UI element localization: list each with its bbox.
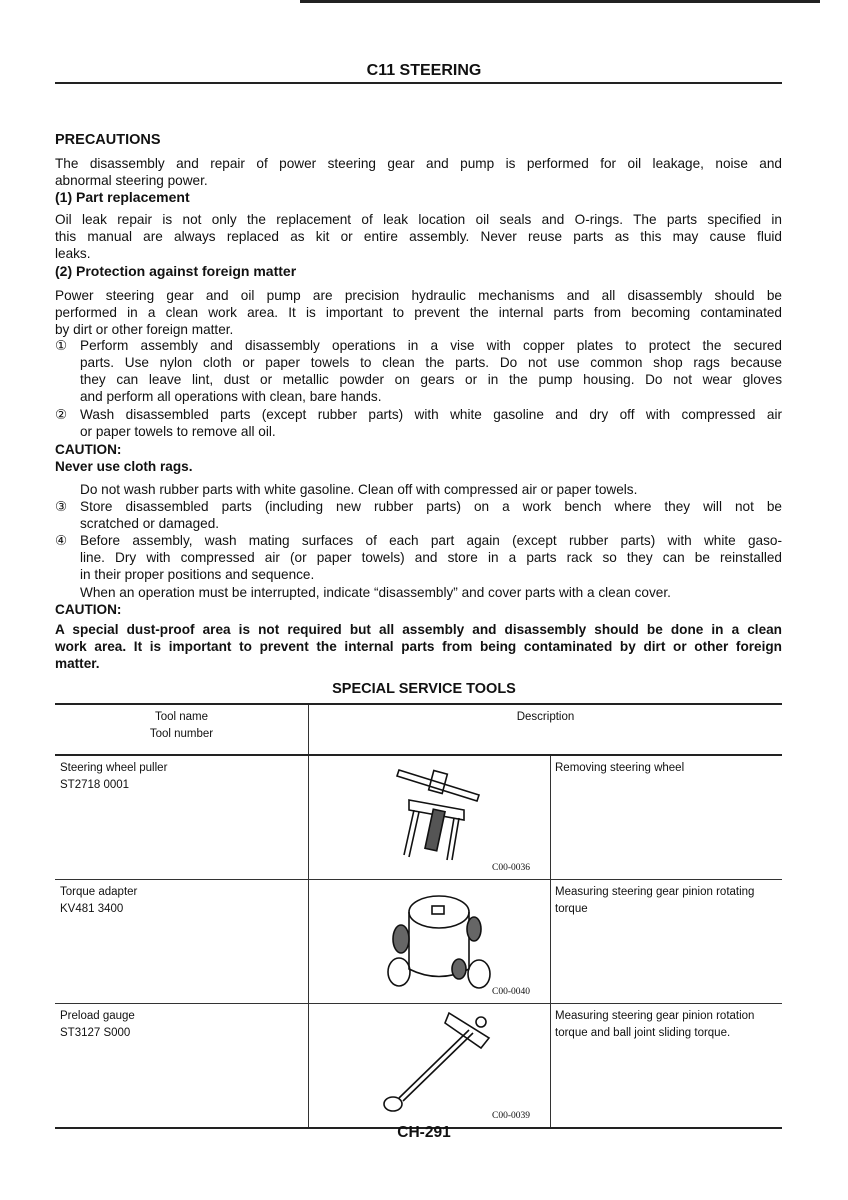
text-line: Wash disassembled parts (except rubber parts) with white gasoline and dry off with compressed air — [80, 407, 782, 422]
text-line: by dirt or other foreign matter. — [55, 322, 234, 337]
tool-figure-preload-gauge — [309, 1004, 551, 1129]
tool-description: Removing steering wheel — [551, 755, 783, 880]
page-title: C11 STEERING — [366, 62, 482, 79]
caution-label: CAUTION: — [55, 602, 122, 617]
page-number: CH-291 — [397, 1124, 451, 1141]
text-line: they can leave lint, dust or metallic powder on gears or in the pump housing. Do not wear gloves — [80, 372, 782, 387]
table-row — [55, 1004, 782, 1129]
text-line: line. Dry with compressed air (or paper towels) and store in a parts rack so they can be reinstalled — [80, 550, 782, 565]
text-line: abnormal steering power. — [55, 173, 208, 188]
tool-number: ST2718 0001 — [60, 779, 130, 791]
tool-figure-steering-wheel-puller — [309, 755, 551, 880]
text-line: matter. — [55, 656, 100, 671]
column-header-tool-number: Tool number — [149, 728, 214, 740]
list-item-3 — [55, 498, 782, 532]
protection-paragraph — [55, 287, 782, 338]
part-replacement-paragraph — [55, 211, 782, 262]
item-number: ① — [55, 338, 68, 353]
text-line: parts. Use nylon cloth or paper towels to clean the parts. Do not use common shop rags because — [80, 355, 782, 370]
text-line: scratched or damaged. — [80, 516, 220, 531]
list-item-2 — [55, 406, 782, 440]
text-line: Power steering gear and oil pump are precision hydraulic mechanisms and all disassembly should be — [55, 288, 782, 303]
note-interruption: When an operation must be interrupted, indicate “disassembly” and cover parts with a clean cover. — [80, 585, 671, 600]
tool-number: ST3127 S000 — [60, 1027, 131, 1039]
tool-description: Measuring steering gear pinion rotating torque — [551, 880, 783, 1004]
text-line: Perform assembly and disassembly operations in a vise with copper plates to protect the secured — [80, 338, 782, 353]
table-row — [55, 880, 782, 1004]
caution-text: Never use cloth rags. — [55, 459, 193, 474]
preload-gauge-illustration — [369, 1008, 509, 1113]
protection-heading: (2) Protection against foreign matter — [55, 263, 297, 279]
intro-paragraph — [55, 155, 782, 189]
torque-adapter-illustration — [369, 884, 509, 989]
text-line: The disassembly and repair of power steering gear and pump is performed for oil leakage, noise and — [55, 156, 782, 171]
item-number: ③ — [55, 499, 68, 514]
text-line: leaks. — [55, 246, 91, 261]
text-line: Oil leak repair is not only the replacement of leak location oil seals and O-rings. The parts specified in — [55, 212, 782, 227]
steering-wheel-puller-illustration — [369, 760, 509, 865]
tools-heading: SPECIAL SERVICE TOOLS — [332, 681, 516, 697]
part-replacement-heading: (1) Part replacement — [55, 189, 190, 205]
column-header-description: Description — [309, 704, 783, 755]
list-item-1 — [55, 337, 782, 405]
item-number: ② — [55, 407, 68, 422]
text-line: work area. It is important to prevent the internal parts from being contaminated by dirt or other foreign — [55, 639, 782, 654]
note-rubber-parts: Do not wash rubber parts with white gasoline. Clean off with compressed air or paper towels. — [80, 482, 638, 497]
text-line: Store disassembled parts (including new rubber parts) on a work bench where they will not be — [80, 499, 782, 514]
text-line: performed in a clean work area. It is important to prevent the internal parts from becoming contaminated — [55, 305, 782, 320]
tool-figure-torque-adapter — [309, 880, 551, 1004]
tool-name: Steering wheel puller — [60, 762, 168, 774]
tool-name: Preload gauge — [60, 1010, 135, 1022]
caution-paragraph — [55, 621, 782, 672]
text-line: and perform all operations with clean, bare hands. — [80, 389, 382, 404]
text-line: this manual are always replaced as kit or entire assembly. Never reuse parts as this may cause fluid — [55, 229, 782, 244]
list-item-4 — [55, 532, 782, 583]
text-line: or paper towels to remove all oil. — [80, 424, 276, 439]
title-rule — [55, 82, 782, 84]
special-service-tools-table — [55, 703, 782, 1129]
figure-code: C00-0040 — [492, 987, 530, 997]
column-header-tool-name: Tool name — [154, 711, 209, 723]
tool-number: KV481 3400 — [60, 903, 124, 915]
text-line: in their proper positions and sequence. — [80, 567, 315, 582]
item-number: ④ — [55, 533, 68, 548]
caution-label: CAUTION: — [55, 442, 122, 457]
tool-name: Torque adapter — [60, 886, 138, 898]
table-row — [55, 755, 782, 880]
figure-code: C00-0036 — [492, 863, 530, 873]
precautions-heading: PRECAUTIONS — [55, 132, 161, 148]
table-header — [55, 704, 782, 755]
figure-code: C00-0039 — [492, 1111, 530, 1121]
text-line: Before assembly, wash mating surfaces of each part again (except rubber parts) with white gaso- — [80, 533, 782, 548]
tool-description: Measuring steering gear pinion rotation torque and ball joint sliding torque. — [551, 1004, 783, 1129]
top-rule — [300, 0, 820, 3]
text-line: A special dust-proof area is not required but all assembly and disassembly should be done in a clean — [55, 622, 782, 637]
